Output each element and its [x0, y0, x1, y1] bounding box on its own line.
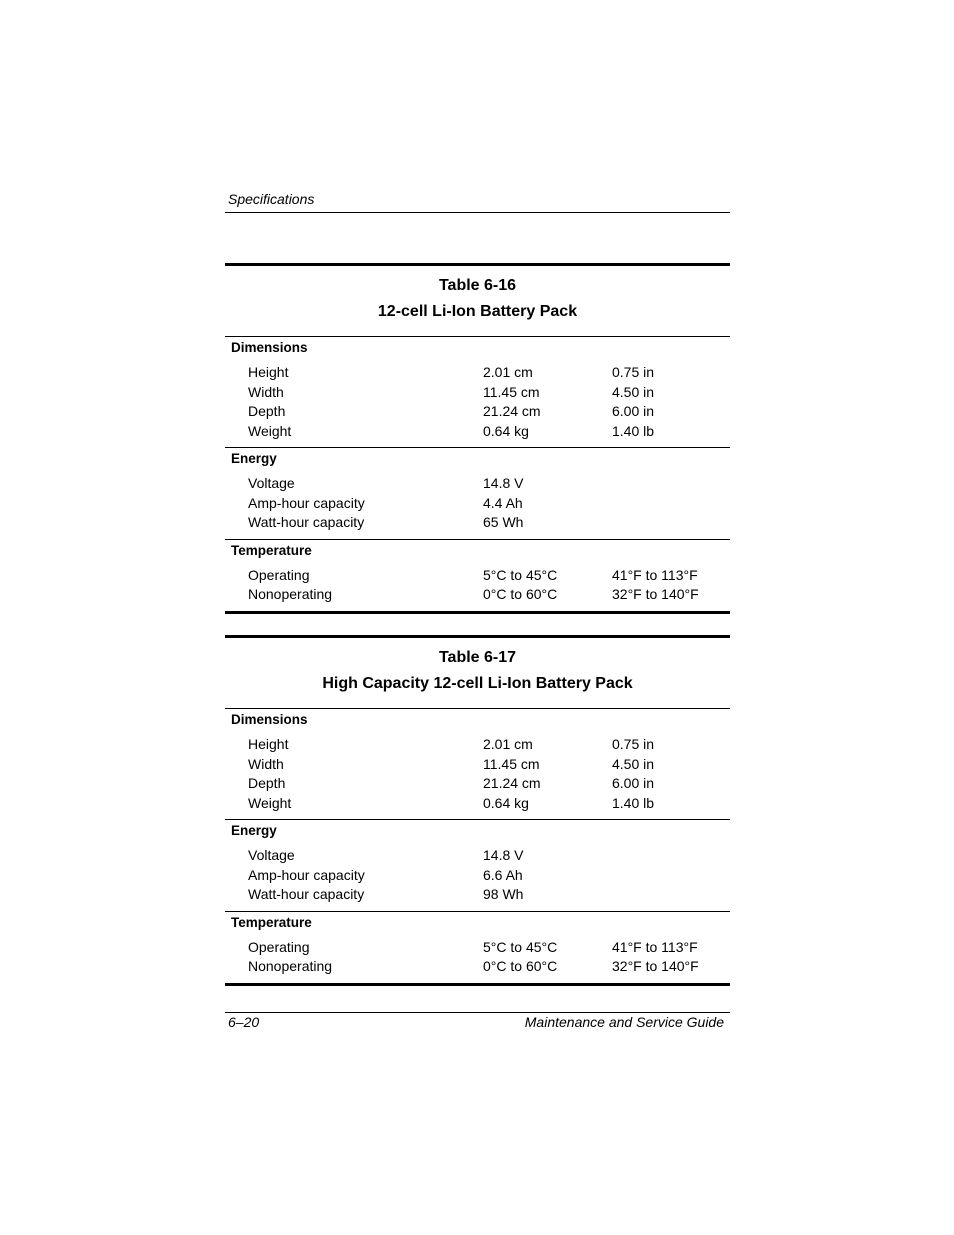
- imperial-value: 41°F to 113°F: [612, 938, 698, 955]
- imperial-value: 1.40 lb: [612, 794, 655, 811]
- table-row: [225, 794, 730, 814]
- imperial-value: 32°F to 140°F: [612, 958, 699, 974]
- section-heading: Temperature: [231, 542, 312, 558]
- spec-table-6-17: [225, 635, 730, 986]
- imperial-value: 0.75 in: [612, 736, 655, 752]
- imperial-value: 6.00 in: [612, 775, 655, 791]
- page-number: 6–20: [228, 1014, 260, 1030]
- table-row: [225, 866, 730, 886]
- row-label: Operating: [248, 938, 310, 955]
- guide-title: Maintenance and Service Guide: [524, 1014, 724, 1030]
- table-row: [225, 383, 730, 403]
- table-row: [225, 422, 730, 442]
- spec-table-6-16: [225, 263, 730, 614]
- imperial-value: 4.50 in: [612, 383, 655, 400]
- row-label: Weight: [248, 794, 292, 811]
- row-label: Nonoperating: [248, 958, 333, 974]
- footer-rule: [225, 1012, 730, 1013]
- header-rule: [225, 212, 730, 213]
- metric-value: 0.64 kg: [483, 794, 529, 811]
- metric-value: 98 Wh: [483, 886, 524, 902]
- section-dimensions: [225, 708, 730, 819]
- metric-value: 14.8 V: [483, 475, 524, 491]
- row-label: Amp-hour capacity: [248, 866, 365, 883]
- table-row: [225, 402, 730, 422]
- imperial-value: 41°F to 113°F: [612, 566, 698, 583]
- row-label: Width: [248, 383, 284, 400]
- imperial-value: 4.50 in: [612, 755, 655, 772]
- row-label: Height: [248, 736, 289, 752]
- table-row: [225, 885, 730, 905]
- table-row: [225, 585, 730, 605]
- metric-value: 4.4 Ah: [483, 494, 523, 511]
- table-row: [225, 566, 730, 586]
- table-number: Table 6-16: [438, 277, 517, 294]
- section-energy: [225, 447, 730, 539]
- table-row: [225, 513, 730, 533]
- imperial-value: 0.75 in: [612, 364, 655, 380]
- table-row: [225, 494, 730, 514]
- table-row: [225, 938, 730, 958]
- table-row: [225, 774, 730, 794]
- section-heading: Energy: [231, 823, 277, 838]
- metric-value: 0°C to 60°C: [483, 586, 558, 602]
- section-heading: Dimensions: [231, 340, 308, 355]
- row-label: Voltage: [248, 475, 295, 491]
- table-title: 12-cell Li-Ion Battery Pack: [377, 303, 578, 320]
- section-heading: Dimensions: [231, 712, 308, 727]
- row-label: Watt-hour capacity: [248, 514, 365, 530]
- row-label: Amp-hour capacity: [248, 494, 365, 511]
- section-heading: Energy: [231, 451, 277, 466]
- row-label: Voltage: [248, 847, 295, 863]
- row-label: Operating: [248, 566, 310, 583]
- table-number: Table 6-17: [438, 649, 517, 666]
- table-row: [225, 755, 730, 775]
- running-head: Specifications: [228, 191, 315, 207]
- metric-value: 11.45 cm: [483, 383, 540, 400]
- metric-value: 0.64 kg: [483, 422, 529, 439]
- metric-value: 21.24 cm: [483, 775, 541, 791]
- row-label: Watt-hour capacity: [248, 886, 365, 902]
- row-label: Width: [248, 755, 284, 772]
- metric-value: 2.01 cm: [483, 364, 533, 380]
- metric-value: 2.01 cm: [483, 736, 533, 752]
- metric-value: 5°C to 45°C: [483, 566, 558, 583]
- metric-value: 5°C to 45°C: [483, 938, 558, 955]
- metric-value: 21.24 cm: [483, 403, 541, 419]
- table-row: [225, 735, 730, 755]
- table-row: [225, 474, 730, 494]
- metric-value: 14.8 V: [483, 847, 524, 863]
- row-label: Height: [248, 364, 289, 380]
- section-temperature: [225, 911, 730, 983]
- table-title: High Capacity 12-cell Li-Ion Battery Pack: [322, 675, 633, 692]
- metric-value: 6.6 Ah: [483, 866, 523, 883]
- row-label: Nonoperating: [248, 586, 333, 602]
- section-temperature: [225, 539, 730, 611]
- metric-value: 11.45 cm: [483, 755, 540, 772]
- section-heading: Temperature: [231, 914, 312, 930]
- imperial-value: 6.00 in: [612, 403, 655, 419]
- section-energy: [225, 819, 730, 911]
- row-label: Depth: [248, 403, 286, 419]
- row-label: Weight: [248, 422, 292, 439]
- metric-value: 0°C to 60°C: [483, 958, 558, 974]
- row-label: Depth: [248, 775, 286, 791]
- table-row: [225, 363, 730, 383]
- table-row: [225, 957, 730, 977]
- table-row: [225, 846, 730, 866]
- imperial-value: 32°F to 140°F: [612, 586, 699, 602]
- imperial-value: 1.40 lb: [612, 422, 655, 439]
- section-dimensions: [225, 336, 730, 447]
- metric-value: 65 Wh: [483, 514, 524, 530]
